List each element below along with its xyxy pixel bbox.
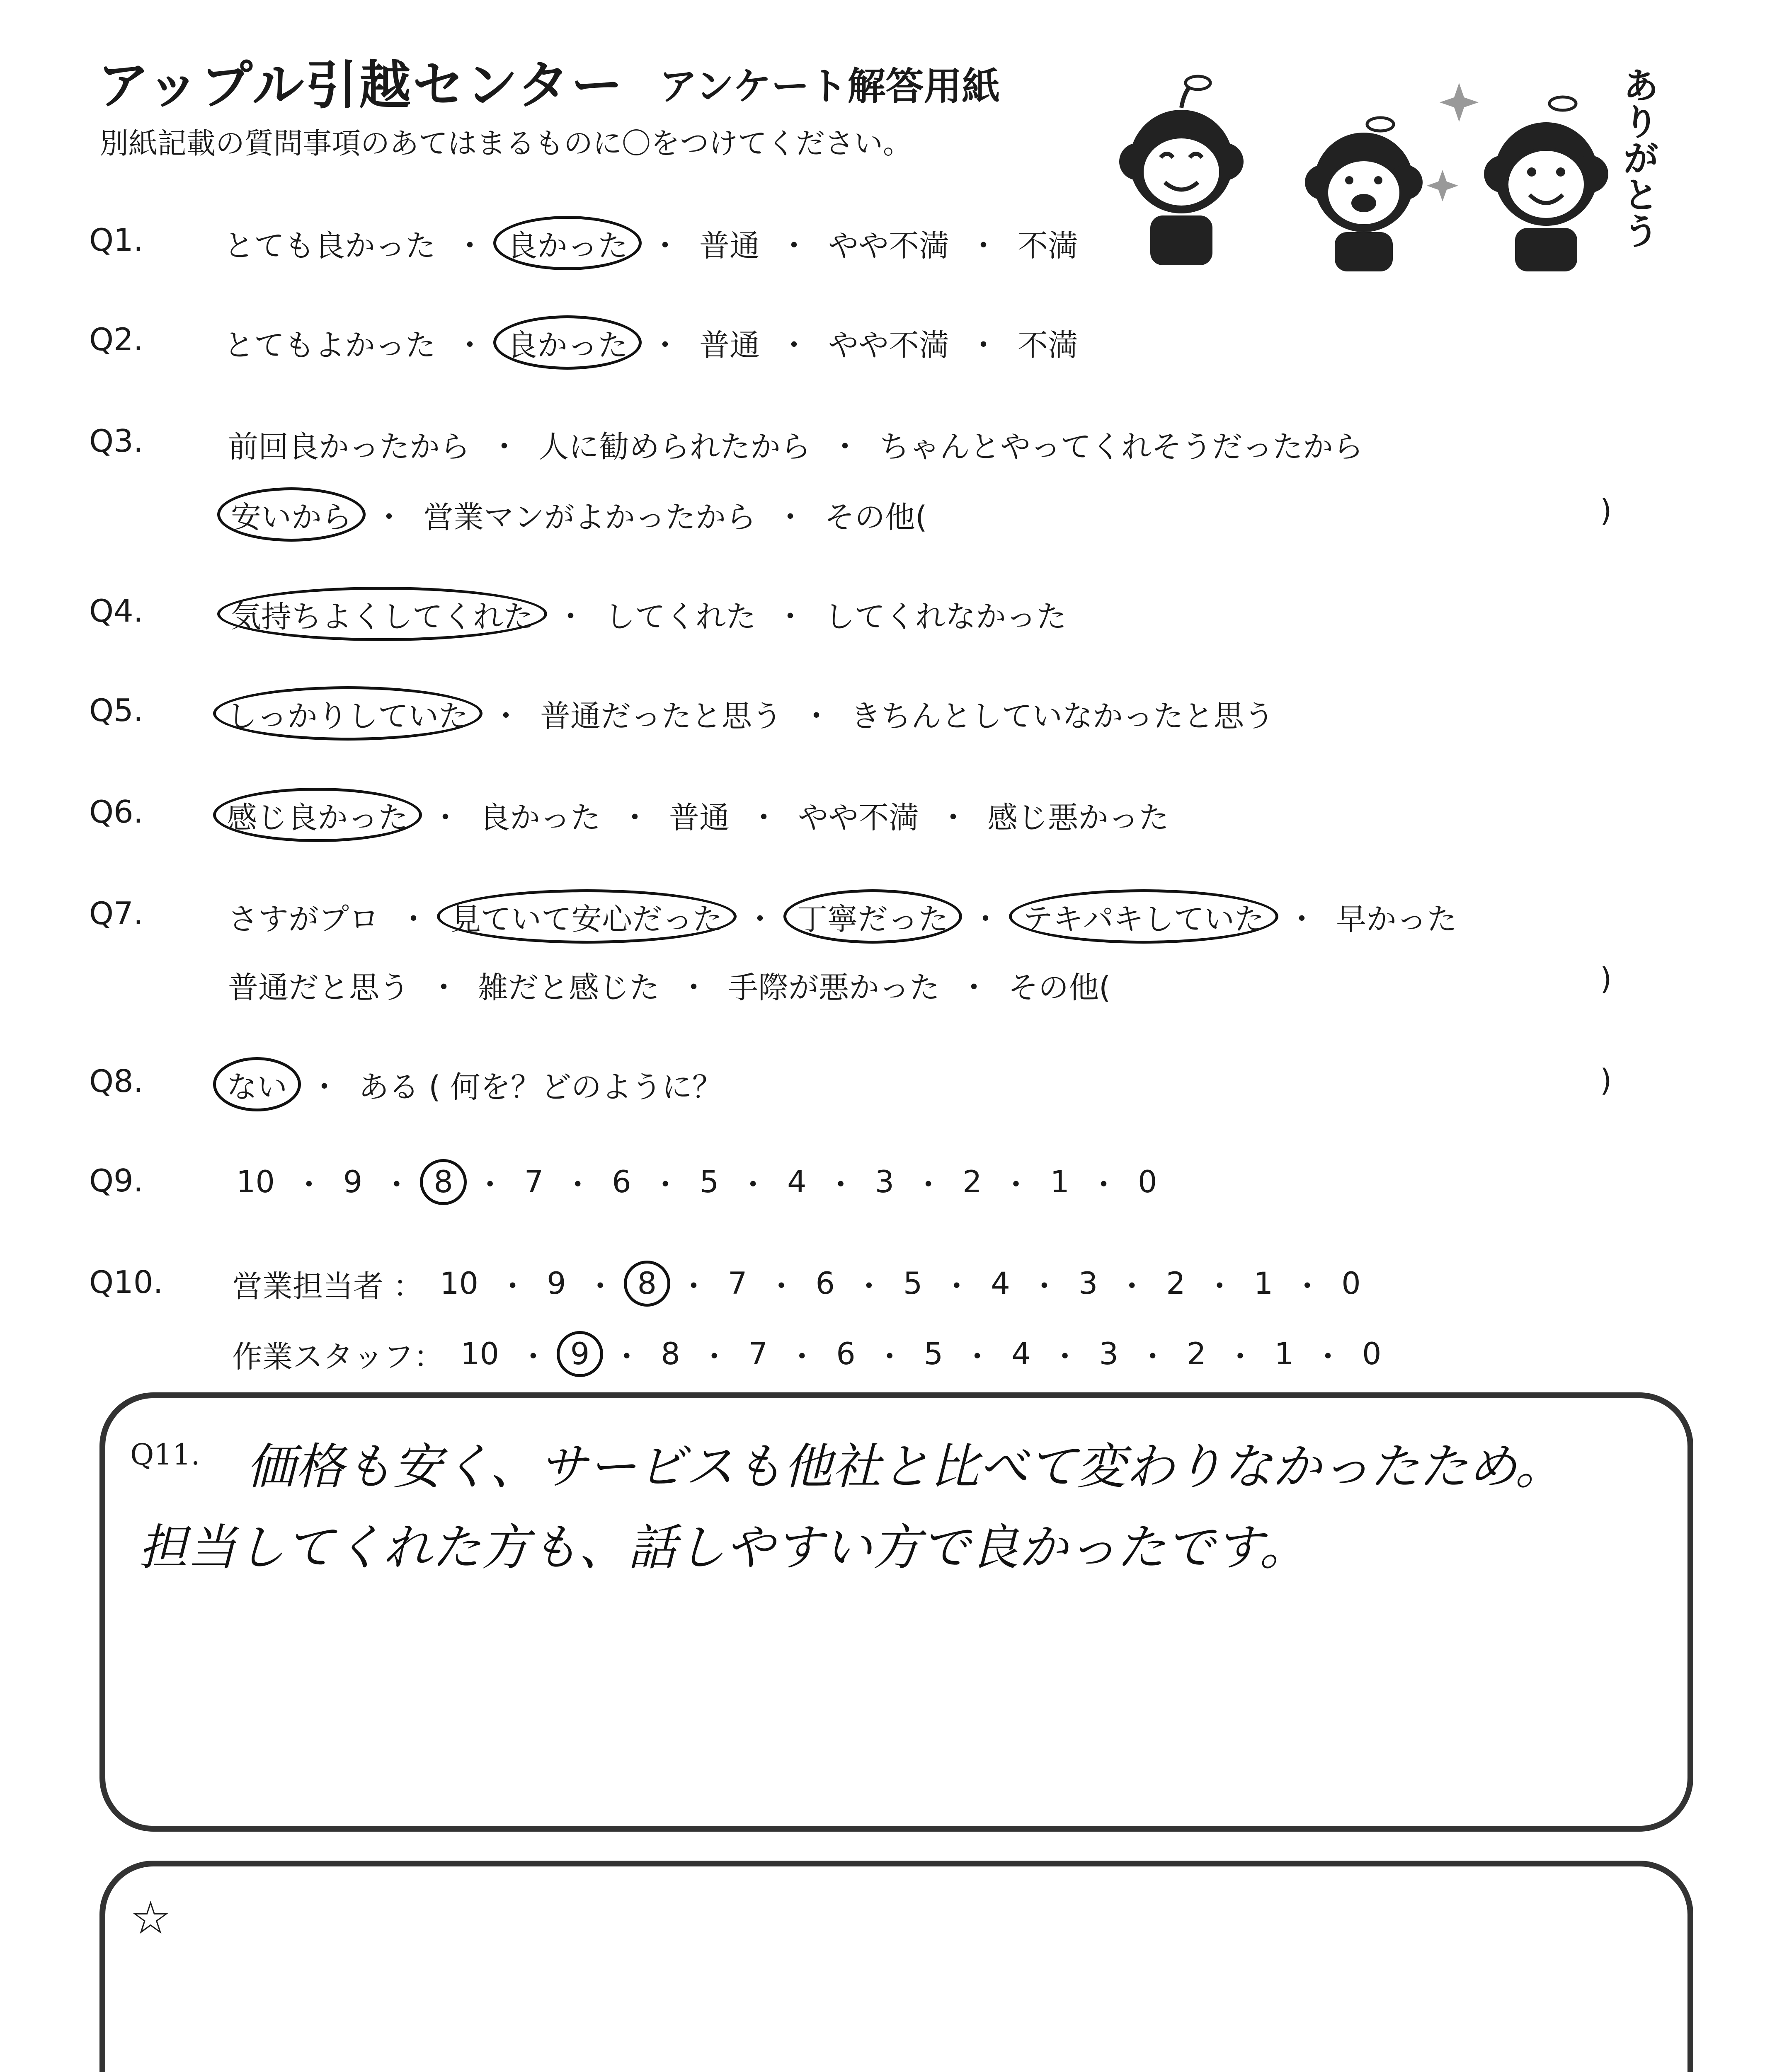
q6-option[interactable]: 良かった xyxy=(480,800,601,835)
q10-staff-score[interactable]: 5 xyxy=(924,1336,943,1372)
q1-option[interactable]: とても良かった xyxy=(224,228,436,264)
q8-close-paren: ) xyxy=(1600,1063,1612,1098)
q10-staff-scale: 作業スタッフ： 10 ・ 9 ・ 8 ・ 7 ・ 6 ・ 5 ・ 4 ・ 3 ・ 2 ・ 1 ・ 0 xyxy=(232,1332,1389,1376)
q7-options-line2: 普通だと思う ・ 雑だと感じた ・ 手際が悪かった ・ その他( xyxy=(220,961,1119,1008)
q10-staff-score[interactable]: 2 xyxy=(1187,1336,1206,1372)
q11-answer-line1: 価格も安く、サービスも他社と比べて変わりなかったため。 xyxy=(246,1438,1564,1495)
q3-options-line1: 前回良かったから ・ 人に勧められたから ・ ちゃんとやってくれそうだったから xyxy=(220,421,1372,467)
q11-label: Q11. xyxy=(130,1438,200,1472)
q10-staff-score[interactable]: 10 xyxy=(461,1336,499,1372)
q7-options-line1: さすがプロ ・ 見ていて安心だった ・ 丁寧だった ・ テキパキしていた ・ 早かった xyxy=(220,893,1465,940)
q1-options: とても良かった ・ 良かった ・ 普通 ・ やや不満 ・ 不満 xyxy=(216,220,1086,266)
q10-staff-score[interactable]: 6 xyxy=(836,1336,856,1372)
q3-option[interactable]: ちゃんとやってくれそうだったから xyxy=(879,429,1363,465)
q1-option-selected[interactable]: 良かった xyxy=(493,216,642,270)
q6-option[interactable]: 感じ悪かった xyxy=(987,800,1169,835)
q10-staff-score[interactable]: 7 xyxy=(748,1336,768,1372)
q8-option-selected[interactable]: ない xyxy=(213,1057,301,1111)
q10-staff-score-selected[interactable]: 9 xyxy=(557,1331,603,1377)
q1-label: Q1. xyxy=(89,222,143,258)
q9-score[interactable]: 2 xyxy=(963,1164,982,1200)
q7-option-selected[interactable]: 見ていて安心だった xyxy=(437,889,737,944)
q3-label: Q3. xyxy=(89,423,143,459)
q10-staff-label: 作業スタッフ： xyxy=(232,1339,444,1375)
q9-score[interactable]: 3 xyxy=(875,1164,895,1200)
q3-options-line2: 安いから ・ 営業マンがよかったから ・ その他( xyxy=(220,491,935,538)
q9-score[interactable]: 5 xyxy=(699,1164,719,1200)
q10-sales-label: 営業担当者 ： xyxy=(232,1269,424,1304)
q7-option[interactable]: 手際が悪かった xyxy=(728,970,940,1005)
q10-sales-score[interactable]: 1 xyxy=(1253,1266,1273,1301)
q3-option[interactable]: 前回良かったから xyxy=(228,429,470,465)
q6-option-selected[interactable]: 感じ良かった xyxy=(213,788,422,842)
q10-sales-score[interactable]: 10 xyxy=(440,1266,479,1301)
q9-score[interactable]: 10 xyxy=(236,1164,275,1200)
q6-label: Q6. xyxy=(89,794,143,830)
q10-sales-scale: 営業担当者 ： 10 ・ 9 ・ 8 ・ 7 ・ 6 ・ 5 ・ 4 ・ 3 ・ 2 ・ 1 ・ 0 xyxy=(232,1262,1369,1305)
q2-option[interactable]: やや不満 xyxy=(828,328,949,363)
q10-sales-score[interactable]: 6 xyxy=(815,1266,835,1301)
q3-option[interactable]: 営業マンがよかったから xyxy=(423,500,756,535)
q11-comment-box[interactable] xyxy=(99,1392,1693,1832)
q8-option[interactable]: ある ( 何を？どのように？ xyxy=(359,1070,722,1105)
q9-score-selected[interactable]: 8 xyxy=(420,1159,466,1205)
q10-staff-score[interactable]: 0 xyxy=(1362,1336,1382,1372)
q3-option-selected[interactable]: 安いから xyxy=(217,487,366,542)
q10-staff-score[interactable]: 3 xyxy=(1099,1336,1119,1372)
q9-scale: 10 ・ 9 ・ 8 ・ 7 ・ 6 ・ 5 ・ 4 ・ 3 ・ 2 ・ 1 ・ 0 xyxy=(228,1160,1165,1204)
q10-staff-score[interactable]: 4 xyxy=(1011,1336,1031,1372)
thanks-text: ありがとう xyxy=(1617,66,1660,249)
q10-sales-score[interactable]: 7 xyxy=(728,1266,747,1301)
q7-option[interactable]: さすがプロ xyxy=(228,902,379,937)
q10-sales-score[interactable]: 2 xyxy=(1166,1266,1186,1301)
q5-option-selected[interactable]: しっかりしていた xyxy=(213,686,482,741)
q9-score[interactable]: 9 xyxy=(343,1164,363,1200)
q9-score[interactable]: 7 xyxy=(524,1164,544,1200)
q4-label: Q4. xyxy=(89,593,143,629)
q10-staff-score[interactable]: 8 xyxy=(661,1336,680,1372)
q3-option-other[interactable]: その他( xyxy=(824,500,927,535)
monkey-mascots-icon xyxy=(1098,58,1679,274)
q1-option[interactable]: 普通 xyxy=(699,228,760,264)
q7-option[interactable]: 普通だと思う xyxy=(228,970,410,1005)
q9-score[interactable]: 4 xyxy=(787,1164,807,1200)
q10-sales-score[interactable]: 5 xyxy=(903,1266,923,1301)
q9-score[interactable]: 1 xyxy=(1050,1164,1069,1200)
q10-sales-score[interactable]: 4 xyxy=(991,1266,1010,1301)
q2-option[interactable]: とてもよかった xyxy=(224,328,436,363)
q4-option[interactable]: してくれた xyxy=(605,599,756,634)
instruction-text: 別紙記載の質問事項のあてはまるものに〇をつけてください。 xyxy=(99,126,912,160)
q6-options: 感じ良かった ・ 良かった ・ 普通 ・ やや不満 ・ 感じ悪かった xyxy=(216,792,1177,838)
q2-label: Q2. xyxy=(89,321,143,358)
q1-option[interactable]: やや不満 xyxy=(828,228,949,264)
page-subtitle: アンケート解答用紙 xyxy=(659,64,1000,109)
free-comment-box[interactable] xyxy=(99,1861,1693,2072)
q7-close-paren: ) xyxy=(1600,961,1612,997)
q8-label: Q8. xyxy=(89,1063,143,1099)
q7-option[interactable]: 早かった xyxy=(1336,902,1457,937)
q8-options: ない ・ ある ( 何を？どのように？ xyxy=(216,1061,731,1108)
q4-option-selected[interactable]: 気持ちよくしてくれた xyxy=(217,587,547,641)
q9-score[interactable]: 6 xyxy=(612,1164,631,1200)
q10-sales-score[interactable]: 0 xyxy=(1341,1266,1361,1301)
q9-label: Q9. xyxy=(89,1162,143,1199)
q10-sales-score[interactable]: 3 xyxy=(1078,1266,1098,1301)
q7-option-selected[interactable]: 丁寧だった xyxy=(783,889,962,944)
q7-option[interactable]: 雑だと感じた xyxy=(478,970,659,1005)
mascot-illustration xyxy=(1098,58,1679,274)
q6-option[interactable]: やや不満 xyxy=(798,800,919,835)
q7-label: Q7. xyxy=(89,895,143,932)
page-title: アップル引越センター xyxy=(97,56,625,116)
q9-score[interactable]: 0 xyxy=(1137,1164,1157,1200)
q2-option-selected[interactable]: 良かった xyxy=(493,315,642,370)
q4-options: 気持ちよくしてくれた ・ してくれた ・ してくれなかった xyxy=(220,591,1075,637)
star-icon: ☆ xyxy=(130,1891,171,1944)
q7-option-selected[interactable]: テキパキしていた xyxy=(1009,889,1278,944)
q10-sales-score-selected[interactable]: 8 xyxy=(624,1261,670,1307)
q5-options: しっかりしていた ・ 普通だったと思う ・ きちんとしていなかったと思う xyxy=(216,690,1283,737)
q2-option[interactable]: 普通 xyxy=(699,328,760,363)
q11-answer-line2: 担当してくれた方も、話しやすい方で良かったです。 xyxy=(138,1519,1309,1576)
q5-option[interactable]: きちんとしていなかったと思う xyxy=(851,699,1274,734)
q10-sales-score[interactable]: 9 xyxy=(547,1266,566,1301)
q3-close-paren: ) xyxy=(1600,493,1612,528)
q6-option[interactable]: 普通 xyxy=(669,800,730,835)
q5-label: Q5. xyxy=(89,692,143,729)
q7-option-other[interactable]: その他( xyxy=(1008,970,1111,1005)
q5-option[interactable]: 普通だったと思う xyxy=(540,699,782,734)
q2-option[interactable]: 不満 xyxy=(1018,328,1078,363)
q3-option[interactable]: 人に勧められたから xyxy=(538,429,811,465)
q10-staff-score[interactable]: 1 xyxy=(1274,1336,1294,1372)
q1-option[interactable]: 不満 xyxy=(1018,228,1078,264)
q4-option[interactable]: してくれなかった xyxy=(824,599,1067,634)
q10-label: Q10. xyxy=(89,1264,163,1300)
q2-options: とてもよかった ・ 良かった ・ 普通 ・ やや不満 ・ 不満 xyxy=(216,319,1086,366)
